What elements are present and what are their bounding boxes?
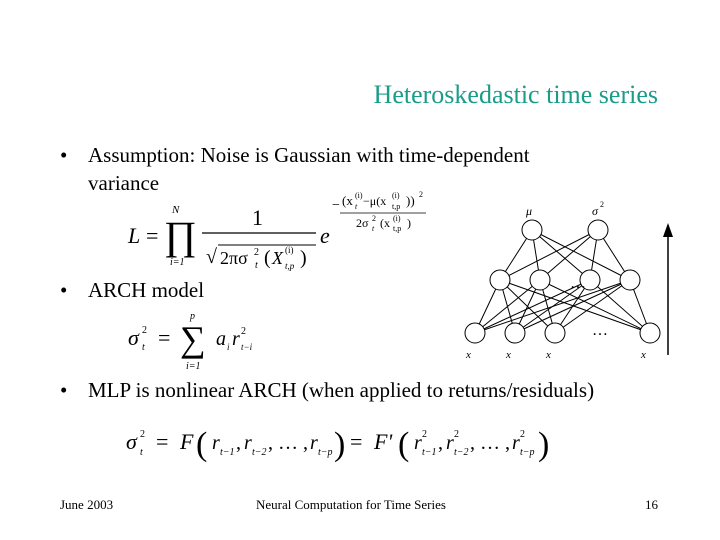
eq-sigma: σ bbox=[126, 429, 137, 454]
svg-text:−: − bbox=[332, 198, 340, 213]
input-ellipsis: … bbox=[592, 322, 608, 339]
svg-text:2: 2 bbox=[142, 325, 147, 336]
svg-text:r: r bbox=[446, 432, 454, 454]
svg-text:2: 2 bbox=[422, 429, 427, 440]
svg-text:t−p: t−p bbox=[520, 447, 535, 458]
svg-text:, … ,: , … , bbox=[470, 432, 510, 454]
svg-text:r: r bbox=[310, 432, 318, 454]
input-node bbox=[545, 323, 565, 343]
svg-text:i: i bbox=[227, 342, 230, 352]
svg-text:(i): (i) bbox=[393, 214, 401, 223]
svg-text:t,p: t,p bbox=[285, 261, 295, 271]
eq-equals: = bbox=[146, 223, 159, 248]
svg-text:,: , bbox=[438, 432, 443, 454]
eq-r: r bbox=[232, 328, 240, 350]
svg-text:t−2: t−2 bbox=[252, 447, 267, 458]
input-node bbox=[640, 323, 660, 343]
svg-text:t: t bbox=[255, 260, 258, 271]
svg-text:(: ( bbox=[264, 247, 271, 269]
input-label: x bbox=[546, 349, 551, 360]
svg-text:r: r bbox=[212, 432, 220, 454]
input-node bbox=[505, 323, 525, 343]
eq-numerator: 1 bbox=[252, 205, 263, 230]
svg-text:t,p: t,p bbox=[392, 202, 401, 211]
svg-text:2: 2 bbox=[454, 429, 459, 440]
svg-text:(x: (x bbox=[380, 216, 390, 230]
svg-text:(: ( bbox=[398, 426, 410, 463]
svg-text:,: , bbox=[236, 432, 241, 454]
eq-coef: a bbox=[216, 328, 226, 350]
output-node-sigma bbox=[588, 220, 608, 240]
bullet-arch bbox=[60, 278, 204, 302]
input-label: x bbox=[641, 349, 646, 360]
svg-text:t: t bbox=[355, 202, 358, 211]
eq-sum: ∑ bbox=[180, 319, 206, 359]
svg-text:2σ: 2σ bbox=[356, 216, 369, 230]
input-label: x bbox=[506, 349, 511, 360]
footer-date: June 2003 bbox=[60, 497, 114, 512]
footer-title: Neural Computation for Time Series bbox=[256, 497, 446, 512]
svg-text:2: 2 bbox=[600, 200, 604, 209]
eq-lower: i=1 bbox=[186, 361, 201, 372]
eq-F: F bbox=[180, 429, 194, 454]
input-label: x bbox=[466, 349, 471, 360]
svg-text:t: t bbox=[372, 224, 375, 233]
svg-text:2: 2 bbox=[372, 214, 376, 223]
bullet-text: Assumption: Noise is Gaussian with time-dependent bbox=[88, 143, 530, 167]
svg-text:): ) bbox=[334, 426, 346, 463]
svg-text:2πσ: 2πσ bbox=[220, 248, 248, 268]
svg-text:t−2: t−2 bbox=[454, 447, 469, 458]
svg-text:r: r bbox=[414, 432, 422, 454]
hidden-node bbox=[530, 270, 550, 290]
svg-text:t−1: t−1 bbox=[220, 447, 235, 458]
svg-text:2: 2 bbox=[241, 326, 246, 337]
hidden-node bbox=[490, 270, 510, 290]
eq-equals: = bbox=[158, 325, 171, 350]
bullet-text: MLP is nonlinear ARCH (when applied to returns/residuals) bbox=[88, 378, 595, 402]
eq-lower: i=1 bbox=[170, 257, 185, 268]
eq-equals: = bbox=[156, 429, 169, 454]
arch-equation bbox=[124, 305, 274, 375]
svg-text:r: r bbox=[512, 432, 520, 454]
svg-text:)): )) bbox=[406, 193, 415, 208]
eq-equals-2: = bbox=[350, 429, 363, 454]
bullet-text: ARCH model bbox=[88, 278, 205, 302]
direction-arrow-icon bbox=[663, 223, 673, 237]
bullet-dot: • bbox=[60, 143, 68, 167]
hidden-node bbox=[620, 270, 640, 290]
svg-text:(i): (i) bbox=[355, 191, 363, 200]
svg-text:(: ( bbox=[196, 426, 208, 463]
eq-sigma: σ bbox=[128, 325, 139, 350]
bullet-dot: • bbox=[60, 378, 68, 402]
svg-text:t: t bbox=[140, 447, 143, 458]
bullet-continuation: variance bbox=[88, 171, 160, 195]
svg-text:): ) bbox=[407, 216, 411, 230]
bullet-mlp bbox=[60, 378, 594, 402]
svg-text:e: e bbox=[320, 223, 330, 248]
eq-Fprime: F' bbox=[374, 429, 393, 454]
svg-text:t−i: t−i bbox=[241, 342, 253, 352]
hidden-ellipsis: … bbox=[570, 275, 586, 292]
svg-text:): ) bbox=[300, 247, 307, 269]
svg-text:): ) bbox=[538, 426, 550, 463]
bullet-dot: • bbox=[60, 278, 68, 302]
mlp-equation bbox=[120, 415, 590, 470]
svg-text:2: 2 bbox=[419, 190, 423, 199]
svg-text:t: t bbox=[142, 342, 145, 353]
page-number: 16 bbox=[645, 497, 658, 512]
label-mu: μ bbox=[526, 204, 533, 218]
likelihood-equation bbox=[120, 185, 440, 275]
mlp-network-diagram bbox=[460, 195, 680, 360]
svg-text:t,p: t,p bbox=[393, 224, 402, 233]
input-node bbox=[465, 323, 485, 343]
svg-text:2: 2 bbox=[140, 429, 145, 440]
svg-text:, … ,: , … , bbox=[268, 432, 308, 454]
output-node-mu bbox=[522, 220, 542, 240]
slide-title: Heteroskedastic time series bbox=[373, 80, 658, 109]
svg-text:2: 2 bbox=[520, 429, 525, 440]
svg-text:t−1: t−1 bbox=[422, 447, 437, 458]
eq-lhs: L bbox=[128, 223, 141, 248]
svg-text:r: r bbox=[244, 432, 252, 454]
svg-text:t−p: t−p bbox=[318, 447, 333, 458]
svg-text:(i): (i) bbox=[285, 245, 294, 255]
svg-text:(i): (i) bbox=[392, 191, 400, 200]
label-sigma: σ bbox=[592, 204, 598, 218]
svg-text:X: X bbox=[272, 248, 283, 268]
eq-product: ∏ bbox=[164, 213, 197, 258]
svg-text:(x: (x bbox=[342, 193, 353, 208]
bullet-assumption bbox=[60, 143, 530, 167]
svg-text:2: 2 bbox=[254, 247, 259, 258]
eq-upper: p bbox=[190, 311, 195, 322]
svg-text:√: √ bbox=[206, 246, 217, 268]
svg-text:−μ(x: −μ(x bbox=[363, 194, 387, 208]
eq-upper: N bbox=[172, 204, 180, 216]
